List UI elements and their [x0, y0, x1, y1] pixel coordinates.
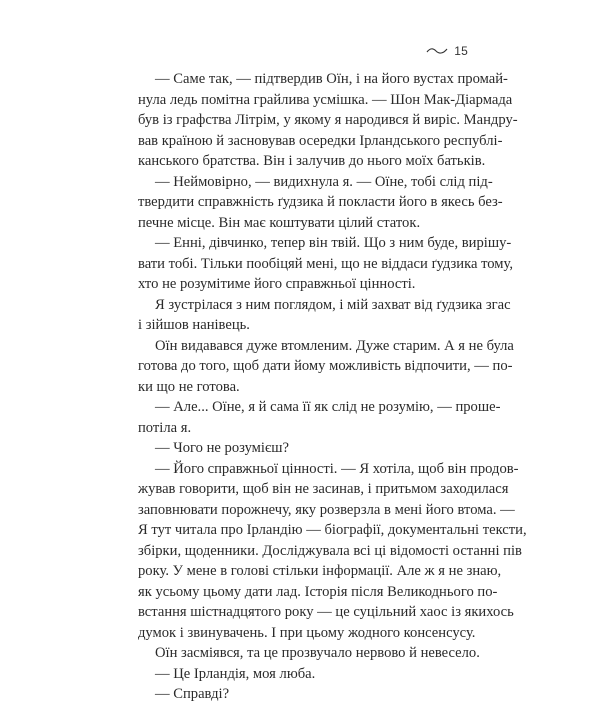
text-line: канського братства. Він і залучив до нього моїх батьків. [138, 153, 486, 169]
text-line: — Але... Оїне, я й сама її як слід не розумію, — проше- [155, 399, 501, 415]
text-line: — Енні, дівчинко, тепер він твій. Що з ним буде, вирішу- [155, 235, 512, 251]
text-line: — Його справжньої цінності. — Я хотіла, щоб він продов- [155, 460, 519, 477]
text-line: року. У мене в голові стільки інформації. Але ж я не знаю, [138, 563, 502, 579]
text-line: — Чого не розумієш? [155, 440, 289, 456]
text-line: — Справді? [155, 686, 230, 702]
text-line: — Саме так, — підтвердив Оїн, і на його вустах промай- [155, 71, 508, 87]
text-line: потіла я. [138, 419, 192, 436]
text-line: печне місце. Він має коштувати цілий статок. [138, 214, 421, 231]
body-text [138, 69, 527, 705]
text-line: твердити справжність ґудзика й покласти його в якесь без- [138, 194, 503, 210]
text-line: Я тут читала про Ірландію — біографії, документальні тексти, [138, 522, 527, 538]
text-line: Я зустрілася з ним поглядом, і мій захват від ґудзика згас [155, 296, 511, 313]
text-line: як усьому цьому дати лад. Історія після Великоднього по- [138, 583, 498, 600]
text-line: був із графства Літрім, у якому я народився й виріс. Мандру- [138, 112, 518, 128]
text-line: Оїн засміявся, та це прозвучало нервово й невесело. [155, 645, 480, 661]
text-line: — Це Ірландія, моя люба. [155, 665, 316, 682]
text-line: нула ледь помітна грайлива усмішка. — Шон Мак-Діармада [138, 91, 513, 108]
text-line: вав країною й засновував осередки Ірландського республі- [138, 132, 503, 149]
text-line: збірки, щоденники. Досліджувала всі ці відомості останні пів [138, 542, 522, 559]
text-line: вати тобі. Тільки пообіцяй мені, що не віддаси ґудзика тому, [138, 255, 514, 272]
text-line: — Неймовірно, — видихнула я. — Оїне, тобі слід під- [155, 173, 493, 190]
page-number: 15 [454, 44, 468, 58]
running-header [426, 44, 468, 58]
text-line: готова до того, щоб дати йому можливість відпочити, — по- [138, 358, 513, 374]
text-line: встання шістнадцятого року — це суцільний хаос із якихось [138, 604, 514, 620]
text-line: жував говорити, щоб він не засинав, і притьмом заходилася [138, 481, 509, 497]
text-line: і зійшов нанівець. [138, 317, 250, 333]
text-line: хто не розумітиме його справжньої цінності. [138, 276, 416, 292]
text-line: заповнювати порожнечу, яку розверзла в мені його втома. — [138, 501, 515, 518]
text-line: Оїн видавався дуже втомленим. Дуже старим. А я не була [155, 337, 514, 354]
text-line: думок і звинувачень. І при цьому жодного консенсусу. [138, 624, 476, 641]
swash-ornament-icon [426, 46, 448, 56]
text-line: ки що не готова. [138, 378, 240, 395]
